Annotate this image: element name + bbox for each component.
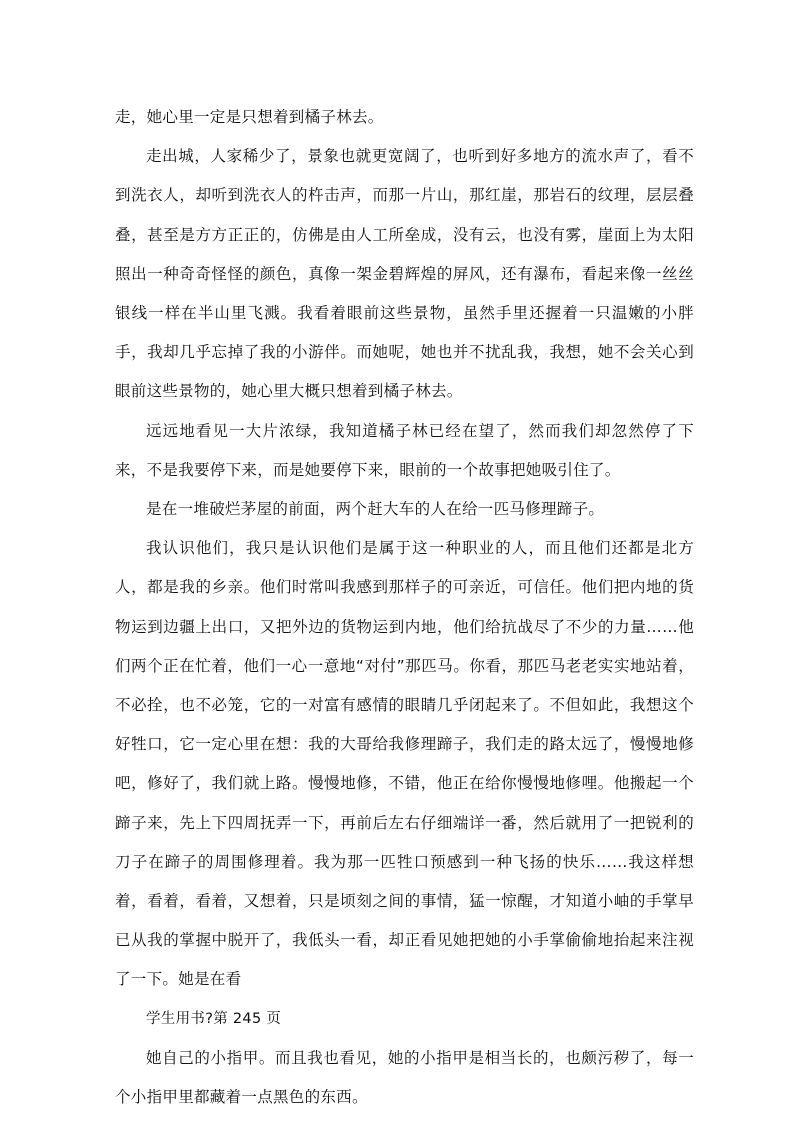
page-number-marker: 学生用书?第 245 页: [146, 1010, 282, 1027]
paragraph-thatched-huts: 是在一堆破烂茅屋的前面，两个赶大车的人在给一匹马修理蹄子。: [146, 500, 605, 519]
paragraph-fingernails: 她自己的小指甲。而且我也看见，她的小指甲是相当长的，也颇污秽了，每一个小指甲里都藏着一点黑色的东西。: [115, 1048, 694, 1107]
paragraph-leaving-town: 走出城，人家稀少了，景象也就更宽阔了，也听到好多地方的流水声了，看不到洗衣人，却听到洗衣人的杵击声，而那一片山，那红崖，那岩石的纹理，层层叠叠，甚至是方方正正的，仿佛是由人工所垒成，没有云，也没有雾，崖面上为太阳照出一种奇奇怪怪的颜色，真像一架金碧辉煌的屏风，还有瀑布，看起来像一丝丝银线一样在半山里飞溅。我看着眼前这些景物，虽然手里还握着一只温嫩的小胖手，我却几乎忘掉了我的小游伴。而她呢，她也并不扰乱我，我想，她不会关心到眼前这些景物的，她心里大概只想着到橘子林去。: [115, 147, 694, 401]
paragraph-cart-drivers: 我认识他们，我只是认识他们是属于这一种职业的人，而且他们还都是北方人，都是我的乡亲。他们时常叫我感到那样子的可亲近，可信任。他们把内地的货物运到边疆上出口，又把外边的货物运到内地，他们给抗战尽了不少的力量……他们两个正在忙着，他们一心一意地“对付”那匹马。你看，那匹马老老实实地站着，不必拴，也不必笼，它的一对富有感情的眼睛几乎闭起来了。不但如此，我想这个好牲口，它一定心里在想：我的大哥给我修理蹄子，我们走的路太远了，慢慢地修吧，修好了，我们就上路。慢慢地修，不错，他正在给你慢慢地修哩。他搬起一个蹄子来，先上下四周抚弄一下，再前后左右仔细端详一番，然后就用了一把锐利的刀子在蹄子的周围修理着。我为那一匹牲口预感到一种飞扬的快乐……我这样想着，看着，看着，又想着，只是顷刻之间的事情，猛一惊醒，才知道小岫的手掌早已从我的掌握中脱开了，我低头一看，却正看见她把她的小手掌偷偷地抬起来注视了一下。她是在看: [115, 539, 694, 989]
paragraph-continuation: 走，她心里一定是只想着到橘子林去。: [115, 108, 384, 126]
paragraph-orange-grove: 远远地看见一大片浓绿，我知道橘子林已经在望了，然而我们却忽然停了下来，不是我要停下来，而是她要停下来，眼前的一个故事把她吸引住了。: [115, 421, 694, 479]
